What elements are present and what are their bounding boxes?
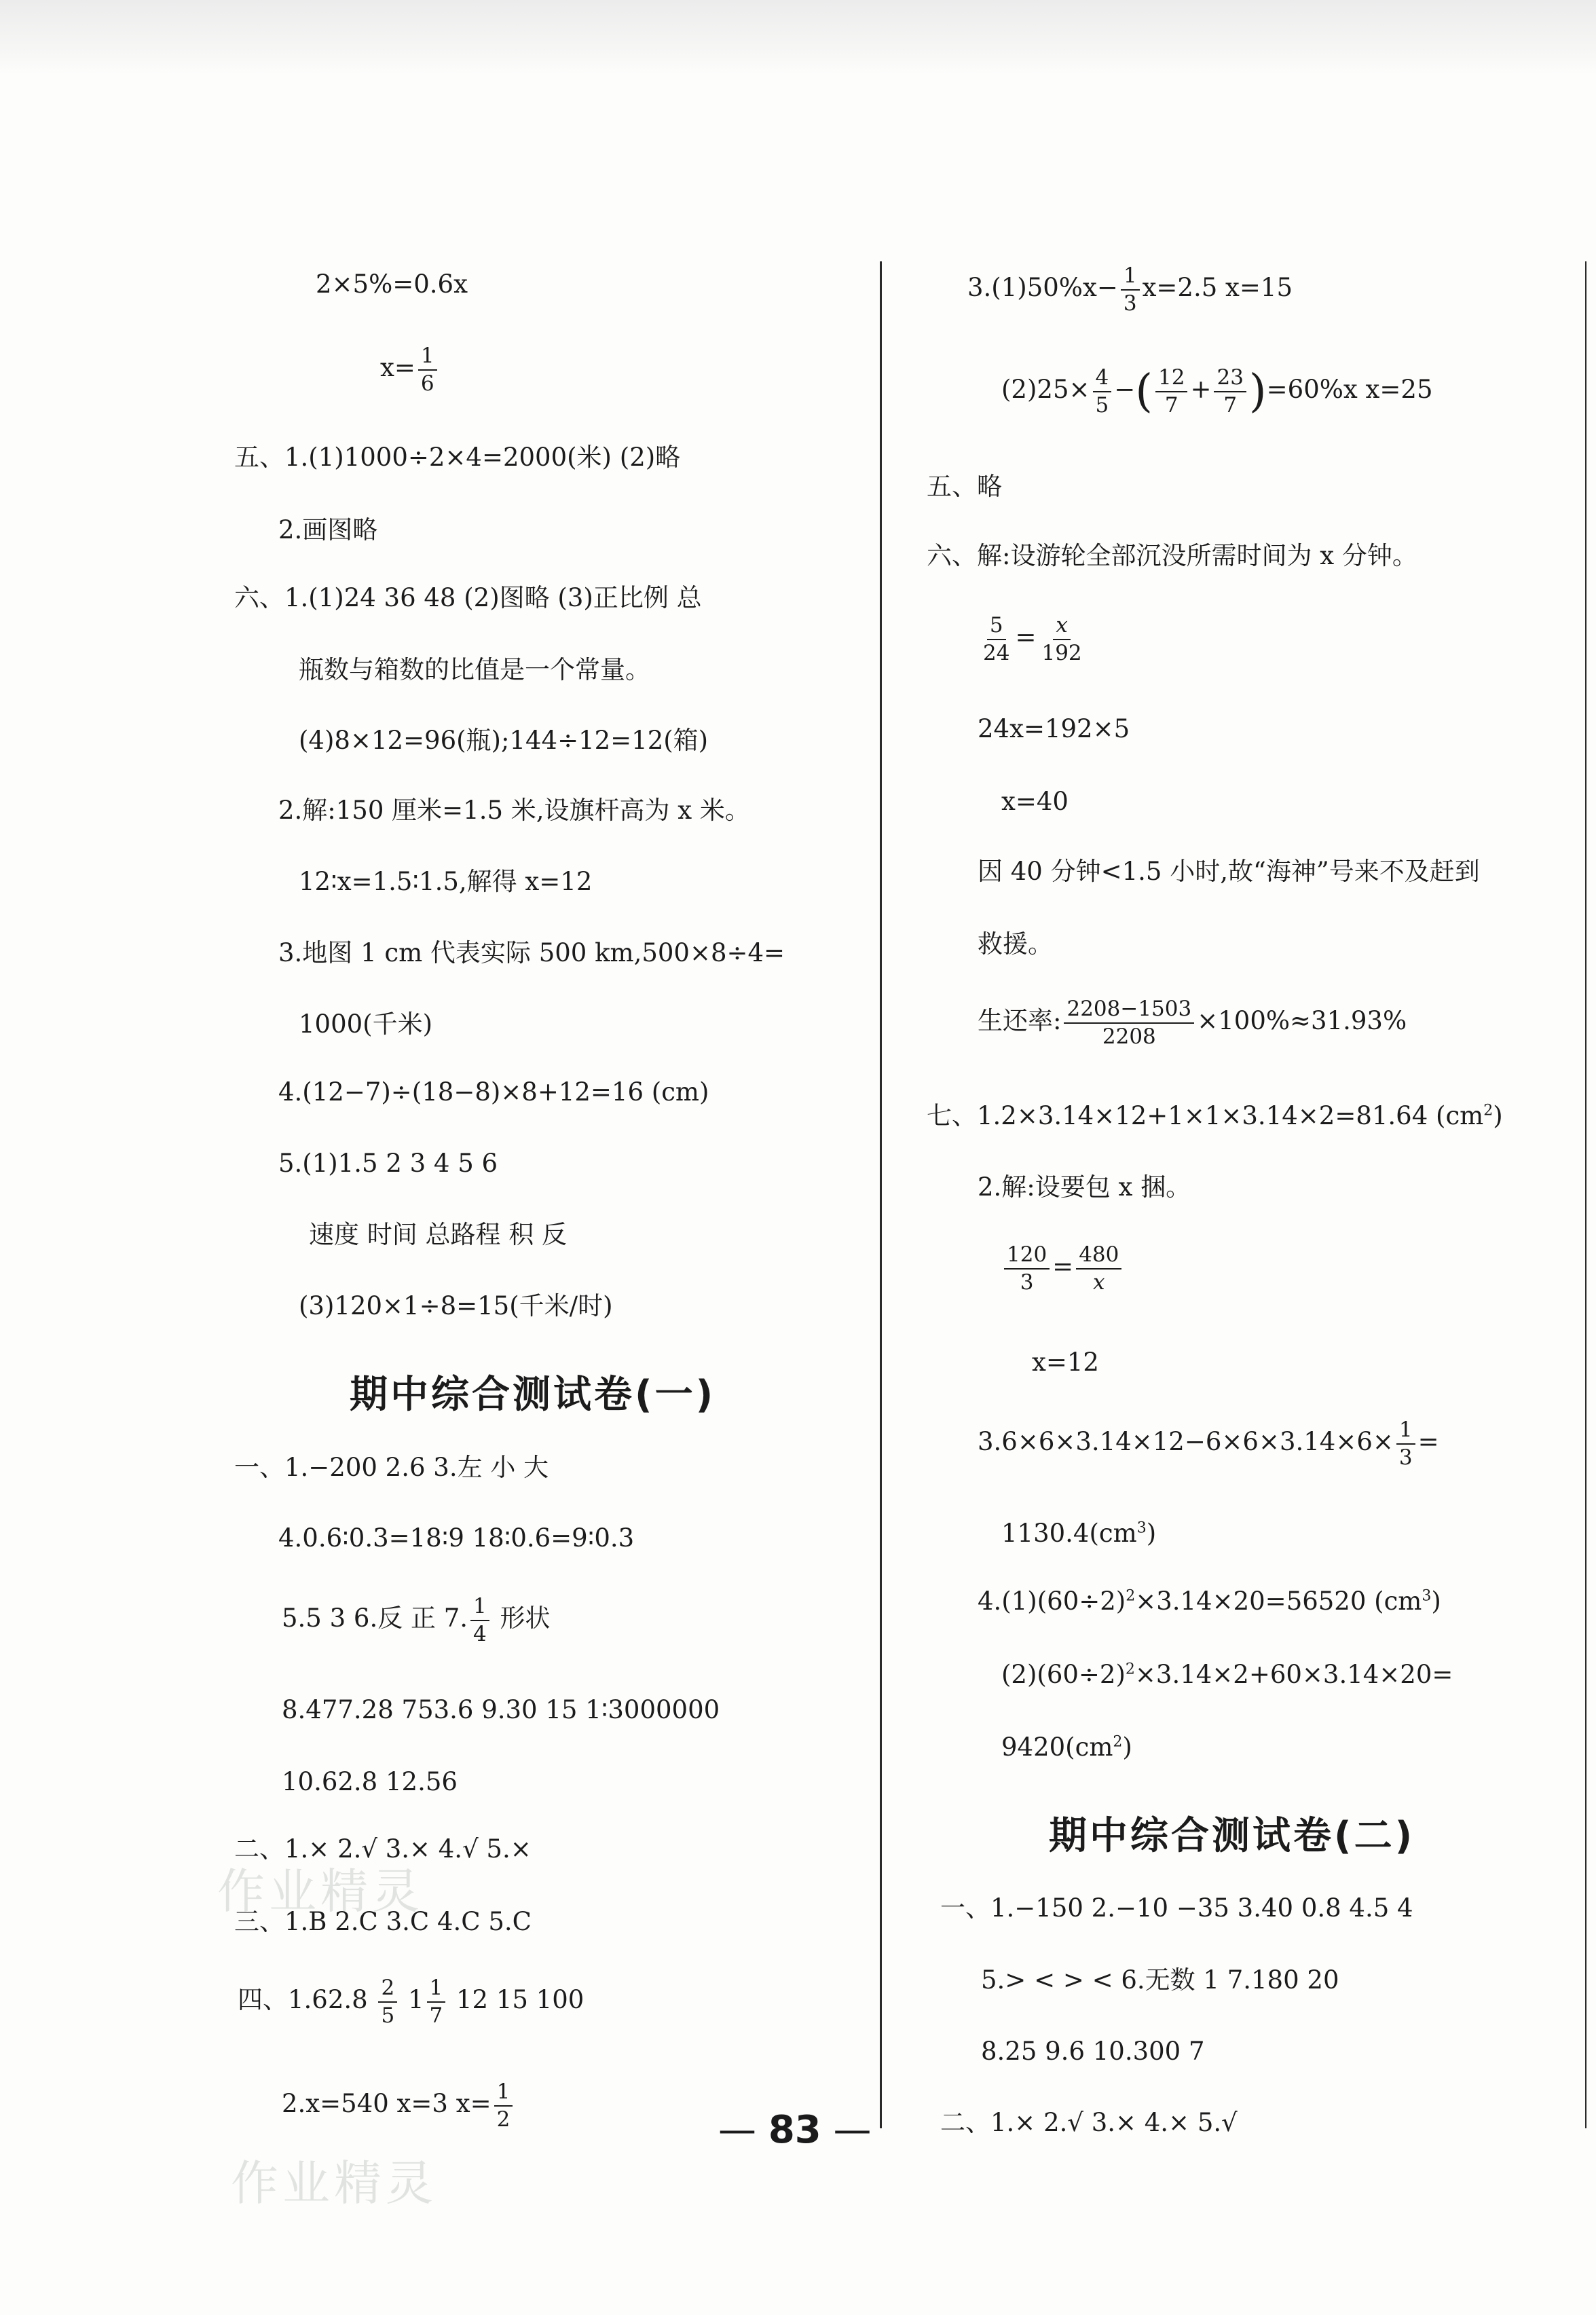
left-line-8: 2.解:150 厘米=1.5 米,设旗杆高为 x 米。 xyxy=(278,796,750,825)
fraction: $\frac{1}{3}$ xyxy=(1121,265,1140,314)
right-line-16: $1130.4(cm^3)$ xyxy=(1001,1519,1157,1548)
left-line-12: 4.(12−7)÷(18−8)×8+12=16 (cm) xyxy=(278,1077,709,1107)
right-line-2: (2)25× $\frac{4}{5}$ −( $\frac{12}{7}$ + $\frac{23}{7}$ )=60%x x=25 xyxy=(1001,365,1433,418)
right-line-1: 3.(1)50%x− $\frac{1}{3}$ x=2.5 x=15 xyxy=(967,263,1293,316)
left-line-24: 2.x=540 x=3 x= $\frac{1}{2}$ xyxy=(282,2081,515,2130)
left-line-19: 8.477.28 753.6 9.30 15 1∶3000000 xyxy=(282,1695,720,1724)
left-line-10: 3.地图 1 cm 代表实际 500 km,500×8÷4= xyxy=(278,938,785,967)
fraction: $\frac{4}{5}$ xyxy=(1093,367,1112,416)
fraction: $\frac{1}{2}$ xyxy=(494,2081,513,2130)
fraction: $\frac{120}{3}$ xyxy=(1004,1244,1050,1293)
fraction: $\frac{1}{6}$ xyxy=(418,345,437,394)
right-line-18: $(2)(60\div 2)^2\times 3.14\times 2+60\times 3.14\times 20=$ xyxy=(1001,1660,1453,1689)
right-line-6: 24x=192×5 xyxy=(978,714,1130,743)
section-title-1: 期中综合测试卷(一) xyxy=(350,1373,716,1417)
right-line-13: $\frac{120}{3}$ = $\frac{480}{x}$ xyxy=(1001,1244,1124,1293)
left-line-4: 2.画图略 xyxy=(278,515,378,544)
right-line-8: 因 40 分钟<1.5 小时,故“海神”号来不及赶到 xyxy=(978,857,1480,886)
fraction: $\frac{1}{4}$ xyxy=(470,1595,489,1645)
left-line-21: 二、1.× 2.√ 3.× 4.√ 5.× xyxy=(234,1834,532,1864)
column-divider-left xyxy=(880,261,882,2128)
left-line-2: x= $\frac{1}{6}$ xyxy=(380,345,440,394)
right-line-4: 六、解:设游轮全部沉没所需时间为 x 分钟。 xyxy=(927,541,1417,570)
left-line-9: 12∶x=1.5∶1.5,解得 x=12 xyxy=(299,867,593,896)
close-paren: ) xyxy=(1248,365,1267,418)
fraction: $\frac{12}{7}$ xyxy=(1155,367,1187,416)
left-line-11: 1000(千米) xyxy=(299,1010,433,1039)
right-line-12: 2.解:设要包 x 捆。 xyxy=(978,1172,1191,1202)
right-line-22: 8.25 9.6 10.300 7 xyxy=(981,2037,1205,2066)
fraction: $\frac{5}{24}$ xyxy=(983,613,1010,665)
left-line-23: 四、1.62.8 $\frac{2}{5}$ 1 $\frac{1}{7}$ 12 15 100 xyxy=(238,1976,584,2028)
left-line-13: 5.(1)1.5 2 3 4 5 6 xyxy=(278,1149,498,1178)
left-line-16: 一、1.−200 2.6 3.左 小 大 xyxy=(234,1453,549,1482)
right-line-3: 五、略 xyxy=(927,472,1002,501)
right-line-7: x=40 xyxy=(1001,787,1069,816)
fraction: $\frac{x}{192}$ xyxy=(1041,613,1082,665)
open-paren: ( xyxy=(1135,365,1153,418)
left-line-18: 5.5 3 6.反 正 7. $\frac{1}{4}$ 形状 xyxy=(282,1594,551,1646)
right-line-20: 一、1.−150 2.−10 −35 3.40 0.8 4.5 4 xyxy=(940,1893,1413,1923)
left-line-6: 瓶数与箱数的比值是一个常量。 xyxy=(299,655,650,684)
fraction: $\frac{1}{3}$ xyxy=(1396,1419,1415,1468)
right-line-17: $4.(1)(60\div 2)^2\times 3.14\times 20=56520$ $(cm^3)$ xyxy=(978,1587,1441,1616)
right-line-10: 生还率: $\frac{2208-1503}{2208}$ ×100%≈31.93% xyxy=(978,997,1407,1049)
left-line-7: (4)8×12=96(瓶);144÷12=12(箱) xyxy=(299,726,709,755)
fraction: $\frac{2}{5}$ xyxy=(378,1977,397,2026)
left-line-1: 2×5%=0.6x xyxy=(316,270,468,299)
left-line-14: 速度 时间 总路程 积 反 xyxy=(309,1220,568,1249)
left-line-15: (3)120×1÷8=15(千米/时) xyxy=(299,1291,613,1320)
watermark: 作业精灵 xyxy=(217,1864,424,1919)
right-line-23: 二、1.× 2.√ 3.× 4.× 5.√ xyxy=(940,2108,1238,2137)
left-line-22: 三、1.B 2.C 3.C 4.C 5.C xyxy=(234,1907,532,1936)
watermark: 作业精灵 xyxy=(231,2155,437,2211)
scan-top-shadow xyxy=(0,0,1596,75)
left-line-20: 10.62.8 12.56 xyxy=(282,1767,458,1796)
right-line-15: 3.6×6×3.14×12−6×6×3.14×6× $\frac{1}{3}$ = xyxy=(978,1418,1439,1470)
fraction: $\frac{480}{x}$ xyxy=(1076,1244,1121,1293)
right-line-21: 5.> < > < 6.无数 1 7.180 20 xyxy=(981,1965,1339,1995)
left-line-17: 4.0.6∶0.3=18∶9 18∶0.6=9∶0.3 xyxy=(278,1523,635,1553)
fraction: $\frac{2208-1503}{2208}$ xyxy=(1064,998,1194,1048)
right-line-19: $9420(cm^2)$ xyxy=(1001,1733,1132,1762)
column-divider-right xyxy=(1585,261,1586,2128)
right-line-11: 七、1.2×3.14×12+1×1×3.14×2=81.64 $(cm^2)$ xyxy=(927,1101,1503,1130)
fraction: $\frac{1}{7}$ xyxy=(427,1977,446,2026)
fraction: $\frac{23}{7}$ xyxy=(1214,367,1246,416)
right-line-9: 救援。 xyxy=(978,929,1053,959)
right-line-14: x=12 xyxy=(1032,1348,1099,1377)
left-line-3: 五、1.(1)1000÷2×4=2000(米) (2)略 xyxy=(234,443,681,472)
page-number: — 83 — xyxy=(718,2108,872,2152)
right-line-5: $\frac{5}{24}$ = $\frac{x}{192}$ xyxy=(978,614,1088,664)
left-line-5: 六、1.(1)24 36 48 (2)图略 (3)正比例 总 xyxy=(234,583,702,612)
section-title-2: 期中综合测试卷(二) xyxy=(1049,1814,1415,1858)
